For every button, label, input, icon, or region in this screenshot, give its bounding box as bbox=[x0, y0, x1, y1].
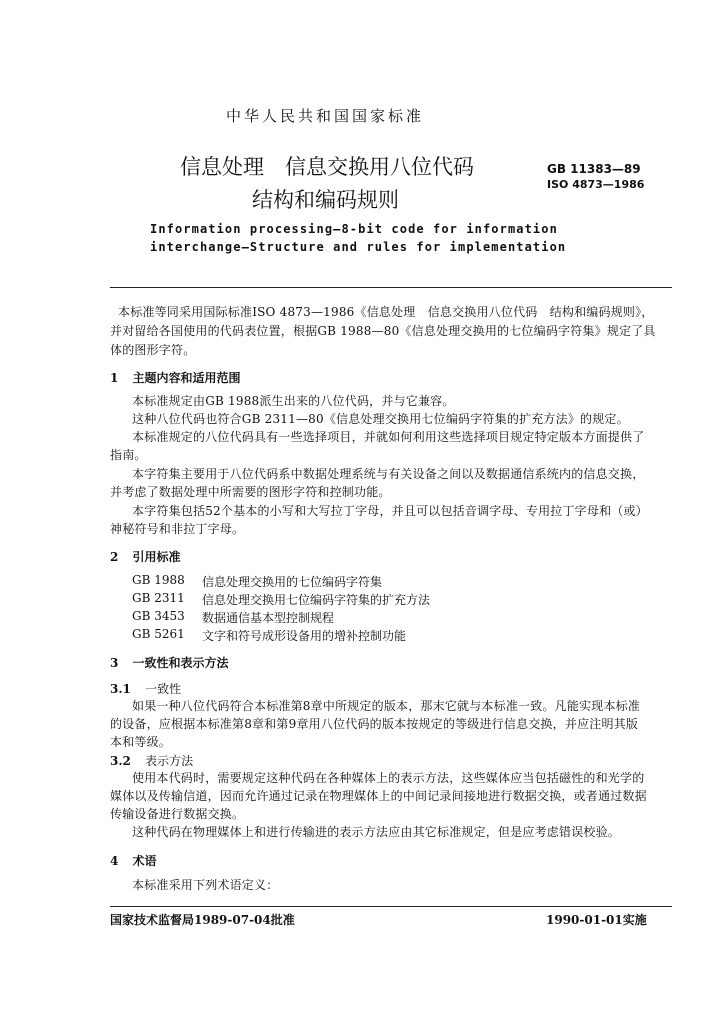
paragraph-line: 如果一种八位代码符合本标准第8章中所规定的版本，那末它就与本标准一致。凡能实现本标准 bbox=[132, 699, 641, 713]
subsection-heading bbox=[110, 752, 193, 769]
reference-title: 文字和符号成形设备用的增补控制功能 bbox=[202, 629, 407, 643]
section-heading bbox=[110, 852, 157, 869]
intro-line: 并对留给各国使用的代码表位置，根据GB 1988—80《信息处理交换用的七位编码字符集》规定了具 bbox=[110, 324, 656, 338]
paragraph-line: 神秘符号和非拉丁字母。 bbox=[110, 522, 245, 536]
section-title: 一致性和表示方法 bbox=[132, 656, 229, 670]
intro-line: 本标准等同采用国际标准ISO 4873—1986《信息处理 信息交换用八位代码 结构和编码规则》， bbox=[118, 305, 654, 319]
paragraph-line: 本标准规定由GB 1988派生出来的八位代码，并与它兼容。 bbox=[132, 394, 455, 408]
section-title: 主题内容和适用范围 bbox=[132, 371, 241, 385]
title-cn-line1: 信息处理 信息交换用八位代码 bbox=[180, 155, 474, 179]
paragraph-line: 本标准规定的八位代码具有一些选择项目，并就如何利用这些选择项目规定特定版本方面提供了 bbox=[132, 430, 645, 444]
subsection-number: 3.1 bbox=[110, 682, 131, 696]
reference-title: 数据通信基本型控制规程 bbox=[202, 611, 335, 625]
section-number: 4 bbox=[110, 854, 119, 868]
intro-line: 体的图形字符。 bbox=[110, 343, 196, 357]
subsection-title: 表示方法 bbox=[145, 754, 194, 768]
paragraph-line: 本和等级。 bbox=[110, 735, 172, 749]
subsection-heading bbox=[110, 680, 181, 697]
paragraph-line: 本字符集包括52个基本的小写和大写拉丁字母，并且可以包括音调字母、专用拉丁字母和（或） bbox=[132, 504, 648, 518]
section-heading bbox=[110, 654, 229, 671]
national-standard-heading: 中华人民共和国国家标准 bbox=[226, 107, 425, 125]
footer-divider bbox=[110, 906, 672, 907]
reference-code: GB 1988 bbox=[132, 573, 185, 587]
section-number: 1 bbox=[110, 371, 119, 385]
section-title: 术语 bbox=[132, 854, 157, 868]
reference-title: 信息处理交换用的七位编码字符集 bbox=[202, 575, 383, 589]
header-divider bbox=[110, 287, 672, 288]
iso-number: ISO 4873—1986 bbox=[547, 178, 645, 191]
paragraph-line: 的设备，应根据本标准第8章和第9章用八位代码的版本按规定的等级进行信息交换，并应注明其版 bbox=[110, 717, 639, 731]
section-number: 3 bbox=[110, 656, 119, 670]
reference-title: 信息处理交换用七位编码字符集的扩充方法 bbox=[202, 593, 431, 607]
section-title: 引用标准 bbox=[132, 550, 181, 564]
paragraph-line: 使用本代码时，需要规定这种代码在各种媒体上的表示方法，这些媒体应当包括磁性的和光学的 bbox=[132, 771, 645, 785]
section-heading bbox=[110, 369, 241, 386]
subsection-number: 3.2 bbox=[110, 754, 131, 768]
title-en-line1: Information processing—8-bit code for information bbox=[150, 222, 558, 236]
paragraph-line: 媒体以及传输信道，因而允许通过记录在物理媒体上的中间记录间接地进行数据交换，或者通过数据 bbox=[110, 789, 647, 803]
subsection-title: 一致性 bbox=[145, 682, 182, 696]
reference-code: GB 5261 bbox=[132, 627, 185, 641]
reference-code: GB 2311 bbox=[132, 591, 185, 605]
paragraph-line: 并考虑了数据处理中所需要的图形字符和控制功能。 bbox=[110, 485, 391, 499]
paragraph-line: 这种八位代码也符合GB 2311—80《信息处理交换用七位编码字符集的扩充方法》的规定。 bbox=[132, 412, 629, 426]
standard-number: GB 11383—89 bbox=[547, 162, 641, 176]
paragraph-line: 本字符集主要用于八位代码系中数据处理系统与有关设备之间以及数据通信系统内的信息交换， bbox=[132, 467, 645, 481]
approval-date: 国家技术监督局1989-07-04批准 bbox=[110, 913, 295, 927]
section-heading bbox=[110, 548, 181, 565]
reference-code: GB 3453 bbox=[132, 609, 185, 623]
effective-date: 1990-01-01实施 bbox=[546, 913, 647, 927]
title-cn-line2: 结构和编码规则 bbox=[252, 188, 399, 212]
paragraph-line: 这种代码在物理媒体上和进行传输进的表示方法应由其它标准规定，但是应考虑错误校验。 bbox=[132, 825, 621, 839]
paragraph-line: 指南。 bbox=[110, 448, 147, 462]
paragraph-line: 本标准采用下列术语定义： bbox=[132, 878, 279, 892]
paragraph-line: 传输设备进行数据交换。 bbox=[110, 807, 245, 821]
title-en-line2: interchange—Structure and rules for implementation bbox=[150, 240, 567, 254]
section-number: 2 bbox=[110, 550, 119, 564]
